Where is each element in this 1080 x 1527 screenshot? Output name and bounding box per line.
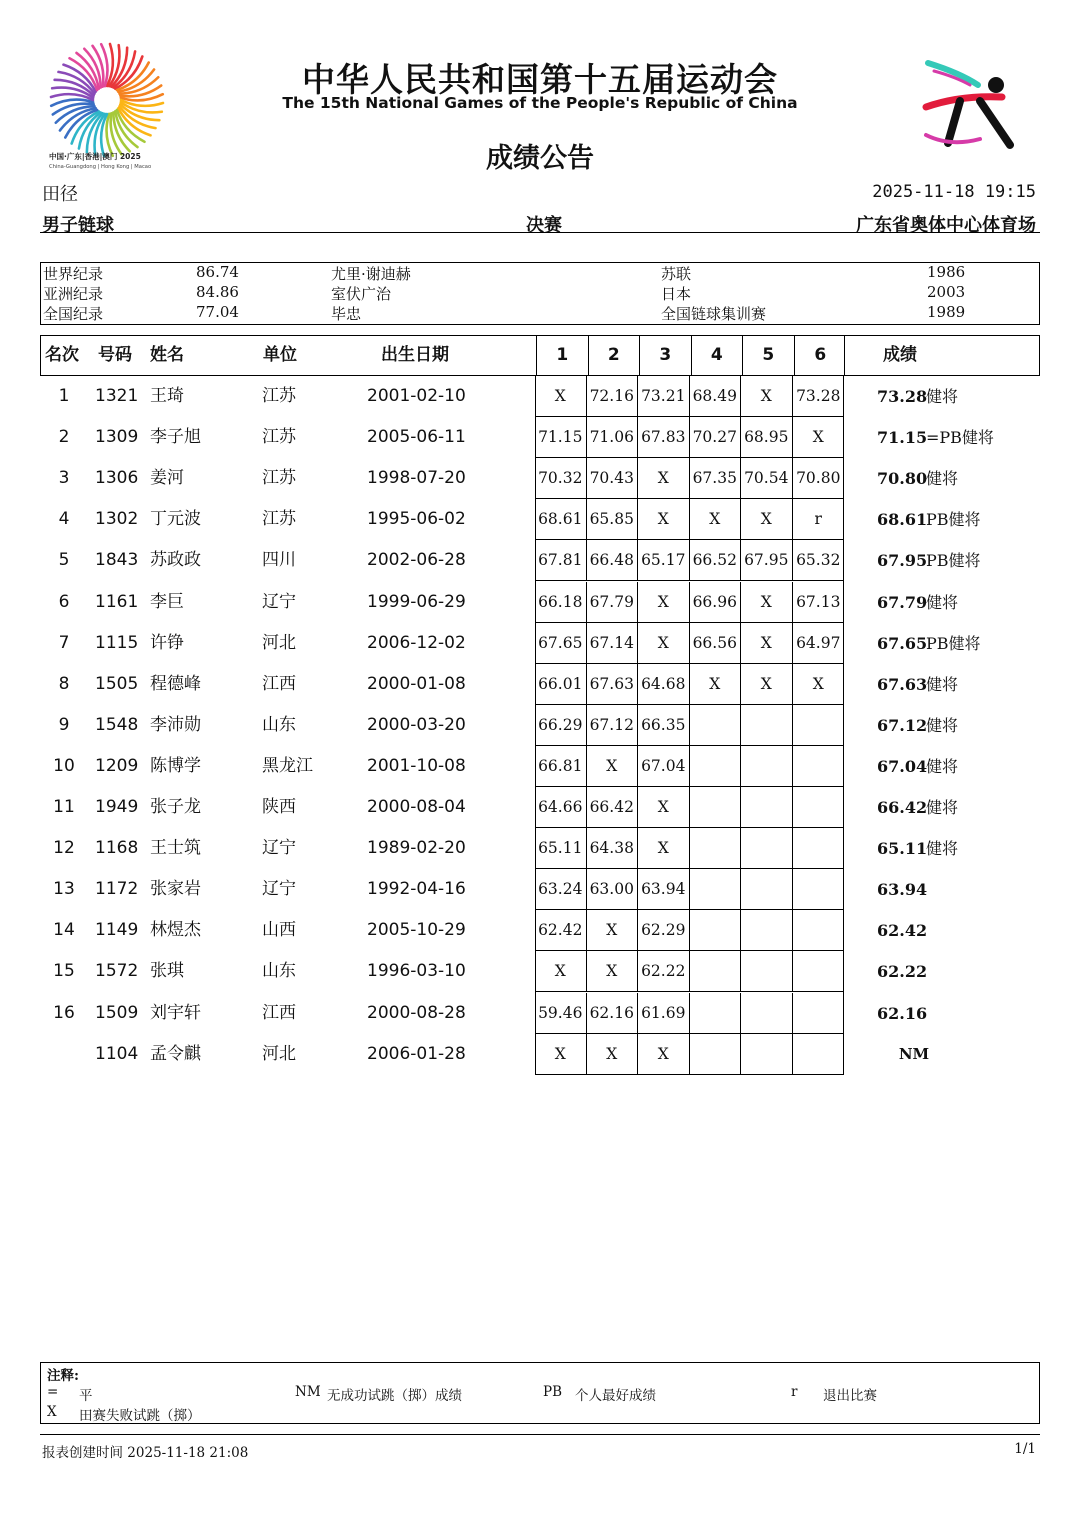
record-row [41,263,1039,283]
record-row [41,303,1039,323]
attempt-cell [793,951,845,992]
attempt-cell: 70.32 [535,458,587,499]
col-attempt-5: 5 [743,336,795,375]
attempt-cell: 71.06 [587,417,639,458]
bib-cell: 1321 [95,386,139,406]
attempt-cell [741,1034,793,1075]
attempt-cell: X [638,582,690,623]
attempt-cell: X [741,499,793,540]
col-name: 姓名 [150,345,184,365]
attempt-cell: 66.01 [535,664,587,705]
attempt-cell: X [535,951,587,992]
bib-cell: 1309 [95,427,139,448]
attempt-cell [741,828,793,869]
col-attempt-6: 6 [814,345,827,365]
col-dob: 出生日期 [381,345,449,365]
result-note: 健将 [926,756,959,776]
athlete-name: 张子龙 [150,797,201,817]
dob-cell: 2005-06-11 [367,427,466,448]
rank-cell: 12 [53,838,75,859]
record-year: 1989 [927,303,966,321]
attempt-cell: 70.43 [587,458,639,499]
col-unit: 单位 [263,345,297,365]
athlete-name: 李子旭 [150,427,201,448]
result-cell: 62.42 [877,921,928,941]
record-holder: 室伏广治 [331,285,392,303]
legend-code: NM [295,1384,321,1400]
rank-cell: 13 [53,879,75,900]
attempt-cell: 67.13 [793,582,845,623]
record-country: 日本 [661,285,692,303]
attempt-cell: 63.00 [587,869,639,910]
result-cell: 65.11 [877,839,928,859]
dob-cell: 1998-07-20 [367,468,466,489]
attempt-cell [793,705,845,746]
attempt-cell: 62.22 [638,951,690,992]
bib-cell: 1572 [95,961,139,982]
attempt-cell [690,828,742,869]
athlete-name: 陈博学 [150,755,201,776]
result-note: 健将 [926,387,959,406]
athlete-name: 孟令麒 [150,1043,201,1064]
bib-cell: 1172 [95,879,139,900]
result-cell: 62.22 [877,962,928,982]
athlete-name: 林煜杰 [150,920,201,941]
unit-cell: 山西 [262,920,296,941]
result-note: 健将 [926,798,959,817]
rank-cell: 5 [58,550,70,571]
dob-cell: 1995-06-02 [367,509,466,530]
attempt-cell: 64.66 [535,787,587,828]
attempt-cell [690,910,742,951]
attempt-cell: X [535,1034,587,1075]
bib-cell: 1302 [95,509,139,530]
games-title-cn: 中华人民共和国第十五届运动会 [302,60,778,99]
attempt-cell: X [690,664,742,705]
rank-cell: 15 [53,961,75,982]
attempt-cell: 71.15 [535,417,587,458]
table-row [40,787,1040,828]
attempt-cell [690,1034,742,1075]
dob-cell: 1989-02-20 [367,838,466,859]
dob-cell: 2005-10-29 [367,920,466,941]
result-note: 健将 [926,469,959,489]
table-row [40,540,1040,581]
result-cell: 70.80 [877,469,928,489]
attempt-cell: 67.95 [741,540,793,581]
attempt-cell: 68.95 [741,417,793,458]
dob-cell: 1992-04-16 [367,879,466,900]
table-row [40,993,1040,1034]
attempt-cell: X [638,787,690,828]
table-row [40,869,1040,910]
unit-cell: 江苏 [262,386,296,406]
unit-cell: 辽宁 [262,838,296,859]
bib-cell: 1843 [95,550,139,571]
attempt-cell: 70.27 [690,417,742,458]
result-note: 健将 [926,592,959,612]
attempt-cell: X [793,664,845,705]
footer-divider [40,1434,1040,1435]
result-note: 健将 [926,674,959,694]
attempt-cell: 66.48 [587,540,639,581]
result-cell: 67.04 [877,756,928,776]
unit-cell: 江苏 [262,427,296,448]
bib-cell: 1306 [95,468,139,489]
athlete-name: 苏政政 [150,550,201,571]
attempt-cell: 65.17 [638,540,690,581]
table-row [40,458,1040,499]
legend-code: PB [543,1384,563,1400]
record-holder: 毕忠 [331,305,362,323]
attempt-cell [690,993,742,1034]
attempt-cell: X [741,664,793,705]
attempt-cell: X [741,582,793,623]
attempt-cell [793,869,845,910]
attempt-cell: 64.68 [638,664,690,705]
legend-code: X [47,1404,57,1420]
attempt-cell [793,828,845,869]
legend-text: 无成功试跳（掷）成绩 [327,1388,462,1404]
col-attempt-4: 4 [692,336,744,375]
dob-cell: 2006-01-28 [367,1043,466,1064]
attempt-cell: 62.42 [535,910,587,951]
unit-cell: 陕西 [262,797,296,817]
record-label: 亚洲纪录 [43,285,104,303]
attempt-cell [741,705,793,746]
svg-text:China-Guangdong | Hong Kong |: China-Guangdong | Hong Kong | Macao [49,164,152,170]
result-cell: 66.42 [877,798,928,817]
attempt-cell: 66.81 [535,746,587,787]
attempt-cell: 65.32 [793,540,845,581]
record-year: 2003 [927,283,966,301]
rank-cell: 16 [53,1002,75,1023]
athlete-name: 刘宇轩 [150,1002,201,1023]
result-note: 健将 [926,839,959,859]
header-divider [40,232,1040,233]
attempt-cell: 67.63 [587,664,639,705]
attempt-cell: 67.83 [638,417,690,458]
record-year: 1986 [927,263,966,281]
legend-text: 退出比赛 [823,1388,877,1404]
attempt-cell [793,993,845,1034]
attempt-cell: 63.94 [638,869,690,910]
dob-cell: 2000-03-20 [367,714,466,735]
rank-cell: 11 [53,797,75,817]
attempt-cell: 62.29 [638,910,690,951]
attempt-cell: 59.46 [535,993,587,1034]
rank-cell [40,1034,88,1075]
result-note: =PB健将 [926,428,994,448]
bib-cell: 1149 [95,920,139,941]
rank-cell: 1 [58,386,70,406]
attempt-cell [793,746,845,787]
dob-cell: 2000-08-04 [367,797,466,817]
attempt-cell: 64.38 [587,828,639,869]
table-row [40,705,1040,746]
attempt-cell: X [638,623,690,664]
attempt-cell: 67.79 [587,582,639,623]
unit-cell: 辽宁 [262,879,296,900]
athlete-name: 姜河 [150,468,184,489]
rank-cell: 14 [53,920,75,941]
result-cell: 62.16 [877,1003,928,1023]
attempt-cell: 64.97 [793,623,845,664]
attempt-cell: 67.12 [587,705,639,746]
records-table [40,262,1040,325]
result-cell: 63.94 [877,880,928,900]
results-header [40,335,1040,376]
rank-cell: 2 [58,427,70,448]
athlete-name: 许铮 [150,632,184,653]
col-attempt-2: 2 [589,336,641,375]
attempt-cell: 67.35 [690,458,742,499]
attempt-cell: 62.16 [587,993,639,1034]
attempt-cell: 66.35 [638,705,690,746]
unit-cell: 山东 [262,714,296,735]
col-attempts [536,335,845,376]
attempt-cell [793,787,845,828]
attempt-cell [690,787,742,828]
attempt-cell: X [587,910,639,951]
table-row [40,376,1040,417]
bib-cell: 1115 [95,632,139,653]
attempt-cell: 73.28 [793,376,845,417]
attempt-cell [690,951,742,992]
rank-cell: 7 [58,632,70,653]
bib-cell: 1209 [95,755,139,776]
bib-cell: 1168 [95,838,139,859]
legend-code: r [791,1384,798,1400]
attempt-cell: 66.96 [690,582,742,623]
table-row [40,499,1040,540]
unit-cell: 江西 [262,673,296,694]
col-attempt-1: 1 [537,336,589,375]
bib-cell: 1104 [95,1043,139,1064]
record-mark: 84.86 [196,283,239,301]
dob-cell: 2006-12-02 [367,632,466,653]
attempt-cell: 65.85 [587,499,639,540]
result-note: PB健将 [926,551,981,571]
dob-cell: 2000-01-08 [367,673,466,694]
unit-cell: 江苏 [262,468,296,489]
announcement-title: 成绩公告 [486,143,594,174]
unit-cell: 河北 [262,632,296,653]
report-datetime: 2025-11-18 19:15 [872,182,1036,202]
attempt-cell [741,869,793,910]
athlete-name: 程德峰 [150,673,201,694]
attempt-cell: X [587,746,639,787]
created-label: 报表创建时间 [42,1445,123,1461]
table-row [40,828,1040,869]
created-time: 2025-11-18 21:08 [127,1445,249,1461]
record-row [41,283,1039,303]
attempt-cell [690,746,742,787]
rank-cell: 6 [58,591,70,612]
result-cell: 67.63 [877,674,928,694]
games-title-en: The 15th National Games of the People's Republic of China [282,94,798,112]
legend-text: 平 [79,1388,93,1404]
result-cell: NM [898,1044,930,1063]
result-note: PB健将 [926,510,981,530]
result-note: PB健将 [926,633,981,653]
result-cell: 67.79 [877,592,928,612]
attempt-cell: 68.49 [690,376,742,417]
bib-cell: 1548 [95,714,139,735]
attempt-cell: X [638,828,690,869]
attempt-cell: 66.18 [535,582,587,623]
dob-cell: 2001-10-08 [367,755,466,776]
unit-cell: 江苏 [262,509,296,530]
athlete-name: 李巨 [150,591,184,612]
athlete-name: 张家岩 [150,879,201,900]
dob-cell: 2002-06-28 [367,550,466,571]
attempt-cell: 70.54 [741,458,793,499]
attempt-cell: 66.42 [587,787,639,828]
rank-cell: 8 [58,673,70,694]
table-row [40,417,1040,458]
sport-name: 田径 [42,184,78,205]
result-note: 健将 [926,715,959,735]
attempt-cell: r [793,499,845,540]
result-cell: 71.15 [877,428,928,448]
legend-text: 田赛失败试跳（掷） [79,1408,201,1424]
record-label: 世界纪录 [43,265,104,283]
unit-cell: 河北 [262,1043,296,1064]
table-row [40,910,1040,951]
dob-cell: 1996-03-10 [367,961,466,982]
table-row [40,951,1040,992]
attempt-cell: 65.11 [535,828,587,869]
record-mark: 77.04 [196,303,239,321]
attempt-cell [793,910,845,951]
unit-cell: 江西 [262,1002,296,1023]
record-country: 全国链球集训赛 [661,305,767,323]
unit-cell: 黑龙江 [262,755,313,776]
record-mark: 86.74 [196,263,239,281]
athlete-name: 丁元波 [150,509,201,530]
result-cell: 67.12 [877,715,928,735]
dob-cell: 2001-02-10 [367,386,466,406]
record-country: 苏联 [661,265,692,283]
athlete-name: 王士筑 [150,838,201,859]
attempt-cell [741,787,793,828]
athlete-name: 王琦 [150,386,184,406]
unit-cell: 辽宁 [262,591,296,612]
result-cell: 67.65 [877,633,928,653]
rank-cell: 10 [53,755,75,776]
attempt-cell: 70.80 [793,458,845,499]
attempt-cell: 67.04 [638,746,690,787]
rank-cell: 4 [58,509,70,530]
result-cell: 73.28 [877,387,928,406]
attempt-cell: X [793,417,845,458]
attempt-cell: 66.56 [690,623,742,664]
attempt-cell: 66.29 [535,705,587,746]
attempt-cell: 67.65 [535,623,587,664]
bib-cell: 1509 [95,1002,139,1023]
venue-name: 广东省奥体中心体育场 [856,215,1036,236]
attempt-cell [793,1034,845,1075]
rank-cell: 9 [58,714,70,735]
bib-cell: 1505 [95,673,139,694]
page-number: 1/1 [1014,1441,1036,1457]
attempt-cell [741,746,793,787]
dob-cell: 2000-08-28 [367,1002,466,1023]
attempt-cell: 67.14 [587,623,639,664]
attempt-cell: 61.69 [638,993,690,1034]
attempt-cell: 67.81 [535,540,587,581]
round-name: 决赛 [526,215,562,236]
legend [40,1362,1040,1424]
dob-cell: 1999-06-29 [367,591,466,612]
record-label: 全国纪录 [43,305,104,323]
table-row [40,623,1040,664]
col-bib: 号码 [98,345,132,365]
table-row [40,582,1040,623]
attempt-cell: 63.24 [535,869,587,910]
attempt-cell [690,869,742,910]
attempt-cell: 66.52 [690,540,742,581]
attempt-cell: X [587,1034,639,1075]
attempt-cell [741,910,793,951]
attempt-cell [690,705,742,746]
attempt-cell: 73.21 [638,376,690,417]
unit-cell: 山东 [262,961,296,982]
legend-text: 个人最好成绩 [575,1388,656,1404]
record-holder: 尤里·谢迪赫 [331,265,411,283]
table-row [40,1034,1040,1075]
attempt-cell: X [638,499,690,540]
report-created [42,1441,248,1461]
col-result: 成绩 [883,345,917,365]
athlete-name: 李沛勋 [150,714,201,735]
rank-cell: 3 [58,468,70,489]
attempt-cell [741,993,793,1034]
attempt-cell: X [741,623,793,664]
bib-cell: 1949 [95,797,139,817]
table-row [40,664,1040,705]
attempt-cell: X [690,499,742,540]
col-rank: 名次 [45,345,79,365]
athlete-name: 张琪 [150,961,184,982]
result-cell: 68.61 [877,510,928,530]
bib-cell: 1161 [95,591,139,612]
attempt-cell: X [587,951,639,992]
table-row [40,746,1040,787]
attempt-cell: X [638,458,690,499]
attempt-cell: X [638,1034,690,1075]
legend-title: 注释: [47,1368,79,1384]
legend-code: = [47,1384,59,1400]
attempt-cell [741,951,793,992]
attempt-cell: X [741,376,793,417]
attempt-cell: 72.16 [587,376,639,417]
unit-cell: 四川 [262,550,296,571]
result-cell: 67.95 [877,551,928,571]
col-attempt-3: 3 [640,336,692,375]
attempt-cell: X [535,376,587,417]
attempt-cell: 68.61 [535,499,587,540]
svg-text:中国·广东|香港|澳门 2025: 中国·广东|香港|澳门 2025 [49,152,141,161]
event-name: 男子链球 [42,215,114,236]
